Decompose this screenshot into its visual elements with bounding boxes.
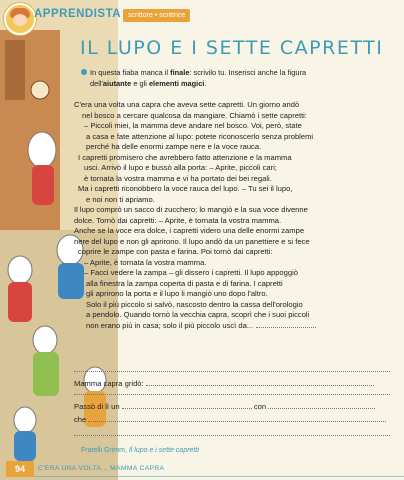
story-line: – Aprite, è tornata la vostra mamma. (84, 257, 207, 267)
story-line: Ma i capretti riconobbero la voce rauca del lupo. – Tu sei il lupo, (78, 184, 293, 193)
story-line: a casa e fate attenzione al lupo: potete riconoscerlo senza problemi (86, 131, 314, 141)
answer-line-3[interactable] (74, 434, 390, 436)
page-number: 94 (6, 461, 34, 477)
bullet-icon (81, 69, 87, 75)
instruction: In questa fiaba manca il finale: scrivilo tu. Inserisci anche la figura dell'aiutante e gli elementi magici. (81, 67, 381, 89)
page-title: IL LUPO E I SETTE CAPRETTI (80, 37, 384, 59)
story-line: – Piccoli miei, la mamma deve andare nel bosco. Voi, però, state (84, 121, 302, 130)
answer-line-con[interactable] (268, 402, 375, 409)
section-name: C'ERA UNA VOLTA... MAMMA CAPRA (38, 465, 165, 472)
story-line: e noi non ti apriamo. (86, 194, 155, 204)
story-line: nel bosco a cercare qualcosa da mangiare. Chiamò i sette capretti: (82, 110, 307, 120)
story-line: è tornata la vostra mamma e vi ha portato dei bei regali. (84, 173, 272, 183)
story-text (74, 100, 390, 331)
story-line: gli aprirono la porta e il lupo li mangiò uno dopo l'altro. (86, 289, 268, 298)
passo-line: Passò di lì un con (74, 402, 375, 412)
series-label: APPRENDISTA (34, 8, 122, 20)
answer-line-1[interactable] (74, 370, 390, 372)
story-line: usci. Arrivò il lupo e bussò alla porta: – Aprite, piccoli cari; (84, 163, 277, 172)
source-credit: Fratelli Grimm, Il lupo e i sette capretti (81, 447, 199, 454)
story-line: C'era una volta una capra che aveva sette capretti. Un giorno andò (74, 100, 300, 109)
answer-line-passo[interactable] (122, 402, 252, 409)
story-line: dolce. Tornò dai capretti: – Aprite, è tornata la vostra mamma. (74, 215, 282, 225)
apprendista-avatar-icon (4, 3, 36, 35)
story-line: coprire le zampe con pasta e farina. Poi tornò dai capretti: (78, 247, 273, 256)
story-line: I capretti promisero che avrebbero fatto attenzione e la mamma (78, 152, 292, 162)
answer-line-2[interactable] (74, 393, 390, 395)
answer-line-mamma[interactable] (146, 379, 374, 386)
story-line: a pendolo. Quando tornò la vecchia capra, scoprì che i suoi piccoli (86, 310, 310, 319)
mamma-line: Mamma capra gridò: (74, 379, 374, 389)
answer-line-che[interactable] (88, 415, 386, 422)
story-line: Il lupo comprò un sacco di zucchero; lo mangiò e la sua voce divenne (74, 205, 308, 214)
story-line: alla finestra la zampa coperta di pasta e di farina. I capretti (86, 278, 283, 288)
story-line: non erano più in casa; solo il più piccolo uscì da... (74, 321, 390, 332)
story-line: nere del lupo e non gli aprirono. Il lupo andò da un panettiere e si fece (74, 236, 310, 246)
story-line: – Facci vedere la zampa – gli dissero i capretti. Il lupo appoggiò (84, 268, 299, 277)
footer-rule (34, 476, 404, 477)
role-tag: scrittore • scrittrice (123, 9, 190, 22)
che-line: che (74, 415, 386, 425)
story-line: Anche se la voce era dolce, i capretti videro una delle enormi zampe (74, 226, 305, 235)
answer-line-continuation[interactable] (256, 321, 316, 328)
story-line: perché ha delle enormi zampe nere e la voce rauca. (86, 142, 262, 151)
story-line: Solo il più piccolo si salvò, nascosto dentro la cassa dell'orologio (86, 299, 303, 309)
